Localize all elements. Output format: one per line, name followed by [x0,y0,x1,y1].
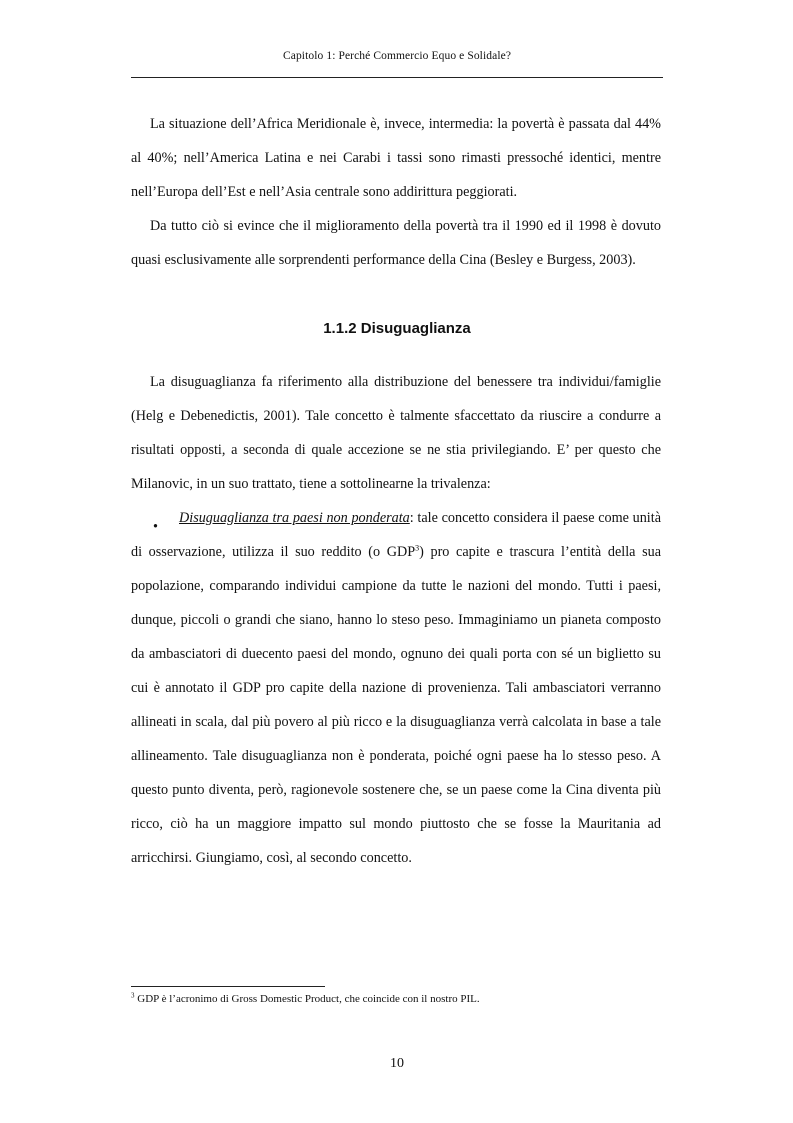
bullet-item-unweighted [131,501,661,875]
footnote-number: 3 [131,991,135,1000]
bullet-icon: • [153,519,158,535]
body-block-inequality [131,365,661,875]
running-header: Capitolo 1: Perché Commercio Equo e Solidale? [282,50,512,62]
header-rule [131,77,663,78]
bullet-term: Disuguaglianza tra paesi non ponderata [179,510,410,526]
bullet-text-b: ) pro capite e trascura l’entità della sua popolazione, comparando individui campione da tutte le nazioni del mondo. Tutti i paesi, dunque, piccoli o grandi che siano, hanno lo steso peso. Immaginiamo un pianeta composto da ambasciatori di duecento paesi del mondo, ognuno dei quali porta con sé un biglietto su cui è annotato il GDP pro capite della nazione di provenienza. Tali ambasciatori verranno allineati in scala, dal più povero al più ricco e la disuguaglianza verrà calcolata in base a tale allineamento. Tale disuguaglianza non è ponderata, poiché ogni paese ha lo stesso peso. A questo punto diventa, però, ragionevole sostenere che, se un paese come la Cina diventa più ricco, ciò ha un maggiore impatto sul mondo piuttosto che se fosse la Mauritania ad arricchirsi. Giungiamo, così, al secondo concetto. [131,544,661,866]
paragraph-africa: La situazione dell’Africa Meridionale è, invece, intermedia: la povertà è passata dal 44% al 40%; nell’America Latina e nei Carabi i tassi sono rimasti pressoché identici, mentre nell’Europa dell’Est e nell’Asia centrale sono addirittura peggiorati. [131,116,661,200]
bullet-lead [131,510,410,535]
page-number: 10 [390,1056,404,1071]
footnote [131,993,663,1005]
paragraph-china: Da tutto ciò si evince che il miglioramento della povertà tra il 1990 ed il 1998 è dovuto quasi esclusivamente alle sorprendenti performance della Cina (Besley e Burgess, 2003). [131,218,661,268]
section-heading: 1.1.2 Disuguaglianza [323,320,471,337]
footnote-rule [131,986,325,987]
footnote-text: GDP è l’acronimo di Gross Domestic Product, che coincide con il nostro PIL. [134,993,480,1005]
body-block-poverty [131,107,661,277]
bullet-text-a: : tale concetto considera il paese come unità di osservazione, utilizza il suo reddito (o GDP [131,510,661,560]
paragraph-inequality-intro: La disuguaglianza fa riferimento alla distribuzione del benessere tra individui/famiglie (Helg e Debenedictis, 2001). Tale concetto è talmente sfaccettato da riuscire a condurre a risultati opposti, a seconda di quale accezione se ne stia privilegiando. E’ per questo che Milanovic, in un suo trattato, tiene a sottolinearne la trivalenza: [131,374,661,492]
footnote-ref[interactable]: 3 [415,543,420,553]
